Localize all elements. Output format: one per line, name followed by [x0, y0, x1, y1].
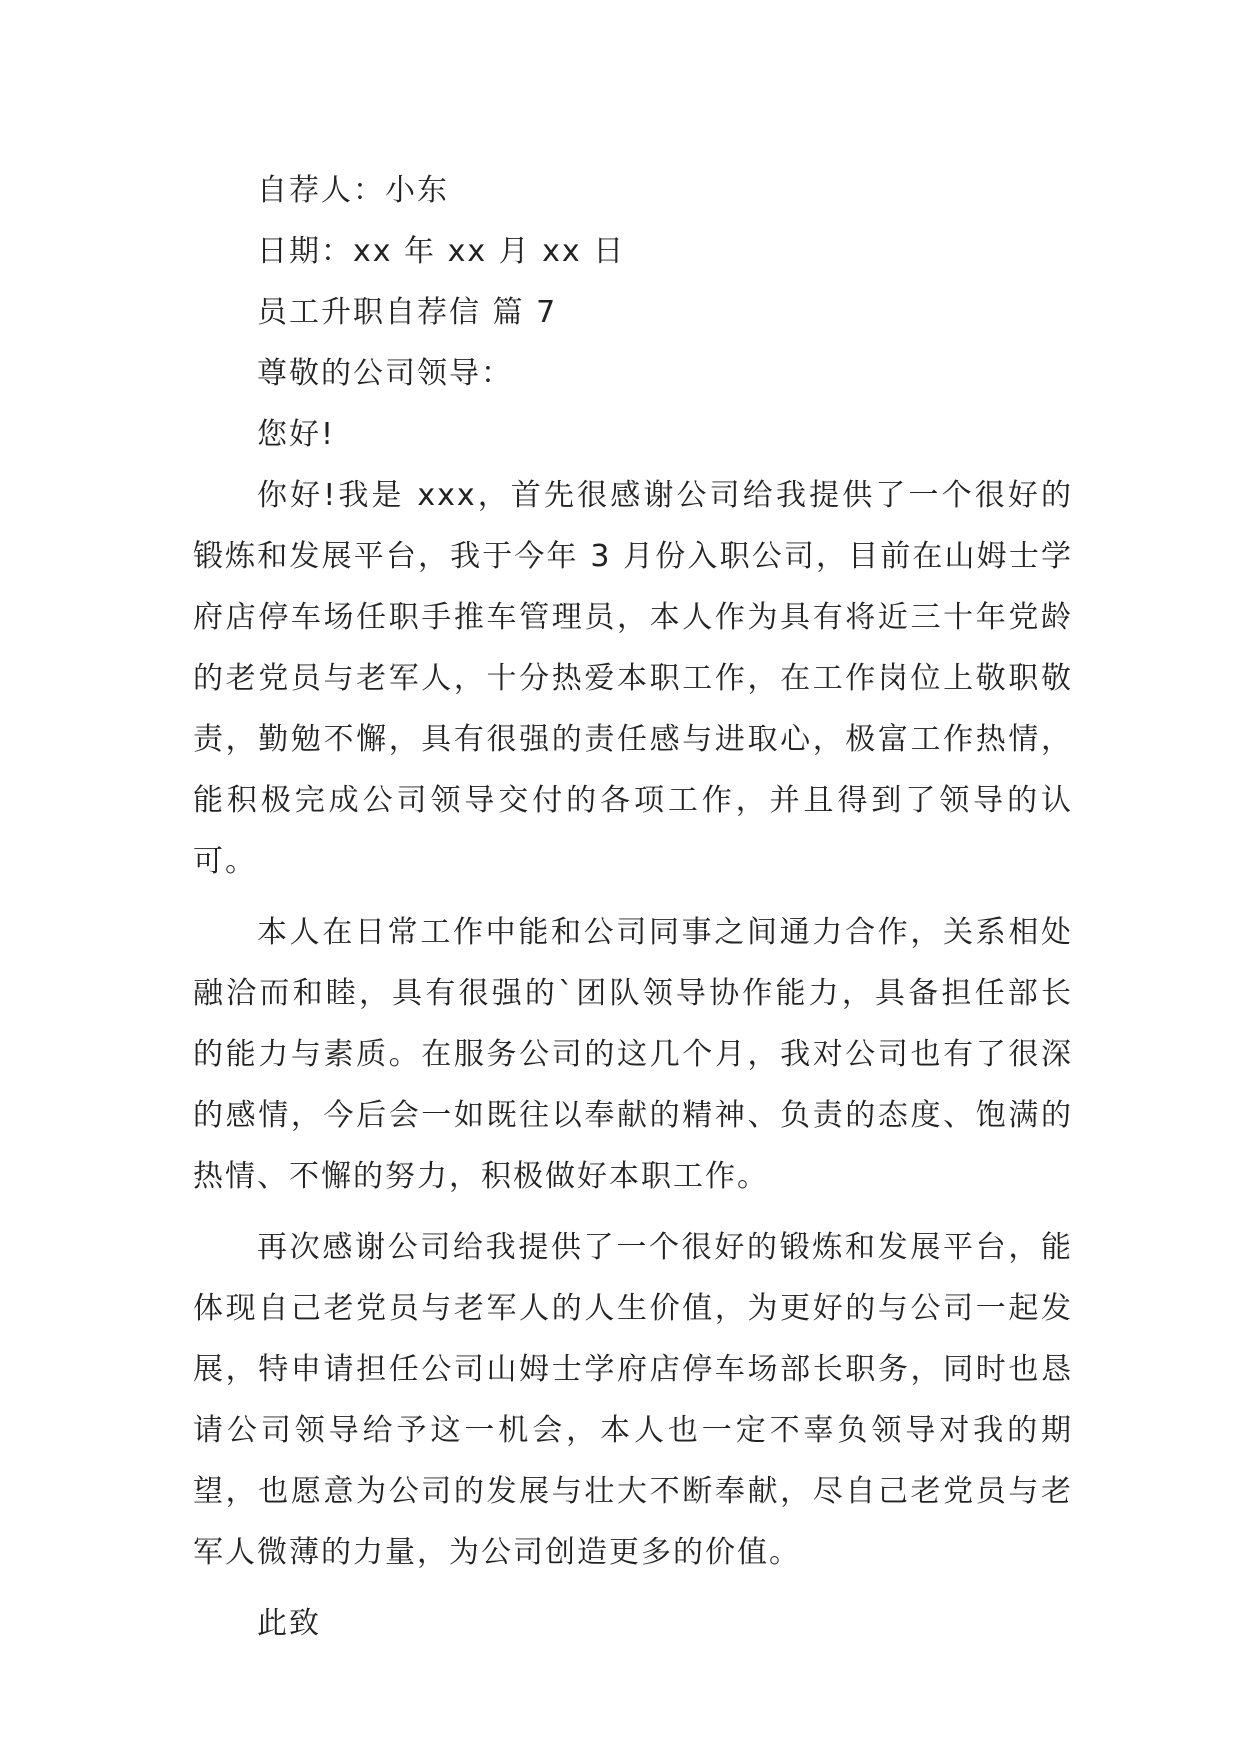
paragraph-gap — [193, 892, 1073, 902]
recommender-line: 自荐人：小东 — [257, 173, 449, 208]
paragraph-intro: 你好!我是 xxx，首先很感谢公司给我提供了一个很好的锻炼和发展平台，我于今年 3 月份入职公司，目前在山姆士学府店停车场任职手推车管理员，本人作为具有将近三十年党龄的老党员与老军人，十分热爱本职工作，在工作岗位上敬职敬责，勤勉不懈，具有很强的责任感与进取心，极富工作热情，能积极完成公司领导交付的各项工作，并且得到了领导的认可。 — [193, 478, 1073, 879]
letter-body — [193, 160, 1073, 1654]
closing-line: 此致 — [257, 1606, 321, 1641]
paragraph-request: 再次感谢公司给我提供了一个很好的锻炼和发展平台，能体现自己老党员与老军人的人生价值，为更好的与公司一起发展，特申请担任公司山姆士学府店停车场部长职务，同时也恳请公司领导给予这一机会，本人也一定不辜负领导对我的期望，也愿意为公司的发展与壮大不断奉献，尽自己老党员与老军人微薄的力量，为公司创造更多的价值。 — [193, 1230, 1073, 1570]
paragraph-gap — [193, 1583, 1073, 1593]
paragraph-teamwork: 本人在日常工作中能和公司同事之间通力合作，关系相处融洽而和睦，具有很强的`团队领导协作能力，具备担任部长的能力与素质。在服务公司的这几个月，我对公司也有了很深的感情，今后会一如既往以奉献的精神、负责的态度、饱满的热情、不懈的努力，积极做好本职工作。 — [193, 915, 1073, 1194]
paragraph-gap — [193, 1207, 1073, 1217]
greeting: 您好! — [257, 417, 336, 452]
letter-title: 员工升职自荐信 篇 7 — [257, 295, 558, 330]
salutation: 尊敬的公司领导： — [257, 356, 513, 391]
date-line: 日期：xx 年 xx 月 xx 日 — [257, 234, 626, 269]
